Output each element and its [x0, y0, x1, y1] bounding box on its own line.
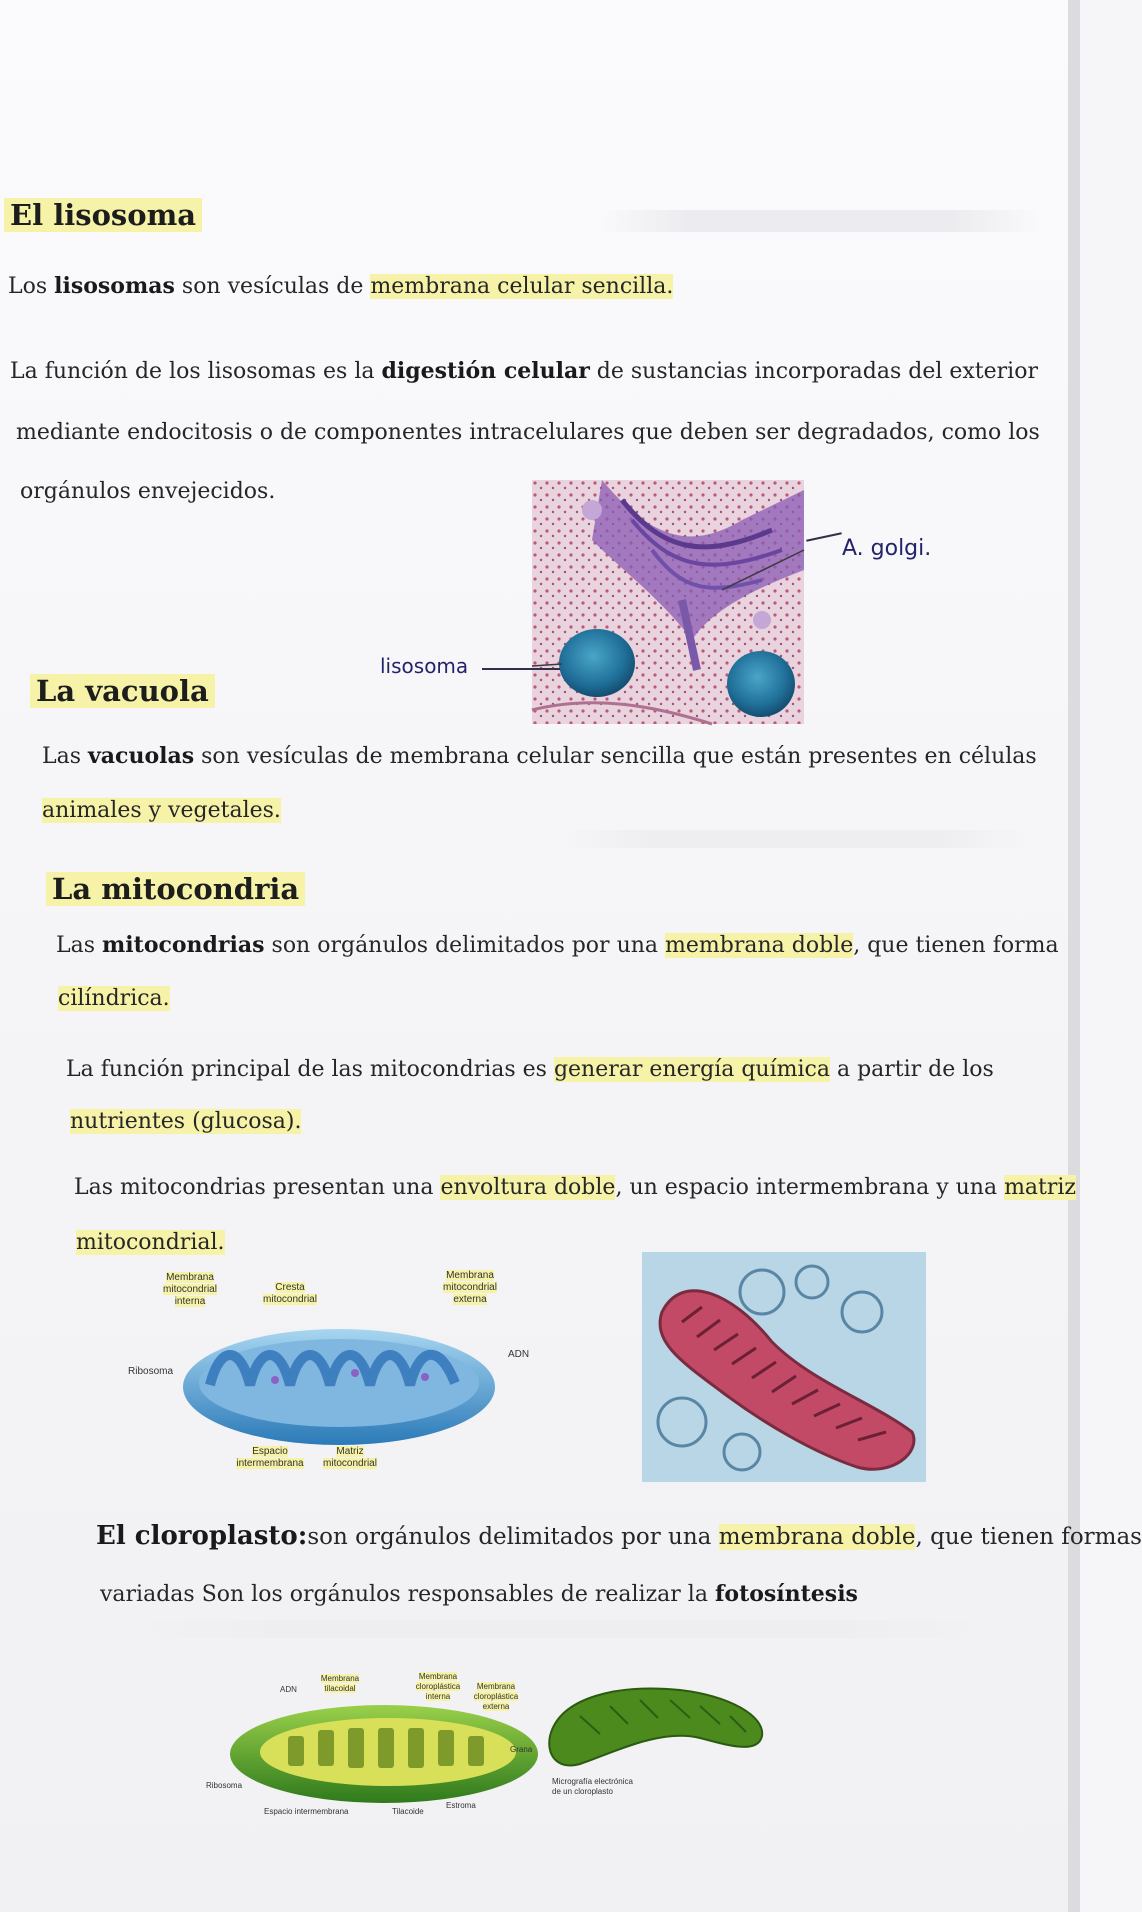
label-estroma: Estroma: [446, 1801, 476, 1810]
chloroplast-micrograph: [540, 1676, 770, 1776]
label-line: cloroplástica: [473, 1692, 519, 1701]
text: La función principal de las mitocondrias es: [66, 1057, 554, 1082]
text: Las: [56, 933, 103, 958]
highlighted-text: envoltura doble: [440, 1175, 616, 1200]
mitocondria-p1-line-1: [56, 931, 1059, 960]
highlighted-text: membrana doble: [665, 933, 854, 958]
bold-term: fotosíntesis: [714, 1581, 858, 1607]
mitochondrion-diagram: [180, 1325, 498, 1450]
text: son orgánulos delimitados por una: [264, 933, 666, 958]
label-line: mitocondrial: [323, 1458, 377, 1469]
text: a partir de los: [829, 1057, 994, 1082]
highlighted-text: nutrientes (glucosa).: [70, 1109, 302, 1134]
label-line: mitocondrial: [443, 1282, 497, 1293]
mitochondrion-micrograph: [642, 1252, 926, 1482]
label-line: interna: [174, 1296, 206, 1307]
bold-term: mitocondrias: [102, 932, 265, 958]
highlighted-text: membrana celular sencilla.: [370, 274, 674, 299]
label-line: cloroplástica: [415, 1682, 461, 1691]
mitocondria-p2-line-1: [66, 1056, 994, 1084]
label-membrana-cloroplastica-interna: [408, 1672, 468, 1702]
text: de sustancias incorporadas del exterior: [589, 359, 1038, 384]
label-espacio-intermembrana: [230, 1446, 310, 1470]
lisosoma-paragraph-2-line-2: mediante endocitosis o de componentes intracelulares que deben ser degradados, como los: [16, 420, 1040, 445]
mitocondria-p1-line-2: [58, 985, 170, 1013]
label-line: mitocondrial: [263, 1294, 317, 1305]
mitocondria-p3-line-1: [74, 1174, 1076, 1202]
vacuola-line-1: [42, 742, 1037, 771]
highlighted-text: generar energía química: [553, 1057, 830, 1082]
text: Las mitocondrias presentan una: [74, 1175, 441, 1200]
label-chl-espacio: Espacio intermembrana: [264, 1807, 349, 1816]
bold-term: vacuolas: [88, 743, 195, 769]
label-chl-ribosoma: Ribosoma: [206, 1781, 243, 1790]
label-line: Cresta: [275, 1282, 305, 1293]
cloroplasto-line-2: [100, 1580, 858, 1609]
mitocondria-p3-line-2: [76, 1229, 225, 1257]
lisosoma-title: El lisosoma: [4, 198, 202, 232]
bleed-through-line: [600, 210, 1040, 232]
bold-term: lisosomas: [54, 273, 175, 299]
label-ribosoma: Ribosoma: [128, 1366, 174, 1377]
highlighted-text: mitocondrial.: [76, 1230, 225, 1255]
highlighted-text: membrana doble: [718, 1524, 916, 1550]
text: son orgánulos delimitados por una: [307, 1524, 719, 1550]
vacuola-line-2: [42, 797, 281, 825]
label-line: Micrografía electrónica: [552, 1777, 633, 1786]
bold-term: digestión celular: [381, 358, 590, 384]
text: variadas Son los orgánulos responsables de realizar la: [100, 1582, 715, 1607]
vacuola-title: La vacuola: [30, 674, 215, 708]
label-line: Membrana: [476, 1682, 516, 1691]
text: La función de los lisosomas es la: [10, 359, 382, 384]
label-cresta: [250, 1282, 330, 1306]
label-line: externa: [453, 1294, 487, 1305]
chloroplast-diagram: [228, 1700, 540, 1804]
label-line: Membrana: [320, 1674, 360, 1683]
label-line: intermembrana: [236, 1458, 304, 1469]
label-line: interna: [425, 1692, 451, 1701]
lisosoma-paragraph-1: [8, 272, 673, 301]
vacuola-heading: [30, 674, 215, 708]
text: son vesículas de: [174, 274, 371, 299]
label-membrana-tilacoidal: [310, 1674, 370, 1694]
cloroplasto-title: El cloroplasto:: [96, 1521, 308, 1551]
mitocondria-heading: [46, 872, 305, 906]
label-membrana-cloroplastica-externa: [466, 1682, 526, 1712]
label-chl-adn: ADN: [280, 1685, 297, 1694]
label-membrana-externa: [430, 1270, 510, 1306]
label-adn: ADN: [508, 1349, 530, 1360]
mitocondria-title: La mitocondria: [46, 872, 305, 906]
label-membrana-interna: [150, 1272, 230, 1308]
text: , que tienen formas: [915, 1524, 1142, 1550]
text: son vesículas de membrana celular sencilla que están presentes en células: [194, 744, 1037, 769]
bleed-through-line: [560, 830, 1030, 848]
golgi-pointer-line: [806, 532, 842, 541]
text: , que tienen forma: [853, 933, 1059, 958]
label-line: Membrana: [418, 1672, 458, 1681]
cloroplasto-line-1: [96, 1522, 1142, 1551]
label-line: de un cloroplasto: [552, 1787, 613, 1796]
golgi-handwritten-label: A. golgi.: [842, 536, 932, 561]
label-tilacoide: Tilacoide: [392, 1807, 424, 1816]
label-grana: Grana: [510, 1745, 533, 1754]
label-line: externa: [482, 1702, 510, 1711]
label-matriz: [310, 1446, 390, 1470]
highlighted-text: cilíndrica.: [58, 986, 170, 1011]
lisosoma-handwritten-label: lisosoma: [380, 654, 469, 678]
label-line: Espacio: [252, 1446, 288, 1457]
text: Las: [42, 744, 89, 769]
label-micrografia: [552, 1777, 662, 1797]
label-line: tilacoidal: [324, 1684, 356, 1693]
lisosoma-heading: [4, 198, 202, 232]
text: , un espacio intermembrana y una: [615, 1175, 1005, 1200]
highlighted-text: animales y vegetales.: [42, 798, 281, 823]
highlighted-text: matriz: [1004, 1175, 1077, 1200]
golgi-lysosome-micrograph: [532, 480, 804, 724]
lisosoma-paragraph-2-line-1: [10, 357, 1038, 386]
lisosoma-paragraph-2-line-3: orgánulos envejecidos.: [20, 479, 276, 504]
text: Los: [8, 274, 55, 299]
bleed-through-line: [120, 1620, 1000, 1638]
label-line: Membrana: [446, 1270, 494, 1281]
lisosoma-pointer-line: [482, 668, 560, 670]
mitocondria-p2-line-2: [70, 1108, 301, 1136]
label-line: mitocondrial: [163, 1284, 217, 1295]
label-line: Membrana: [166, 1272, 214, 1283]
label-line: Matriz: [336, 1446, 364, 1457]
page-edge-shadow: [1068, 0, 1080, 1912]
